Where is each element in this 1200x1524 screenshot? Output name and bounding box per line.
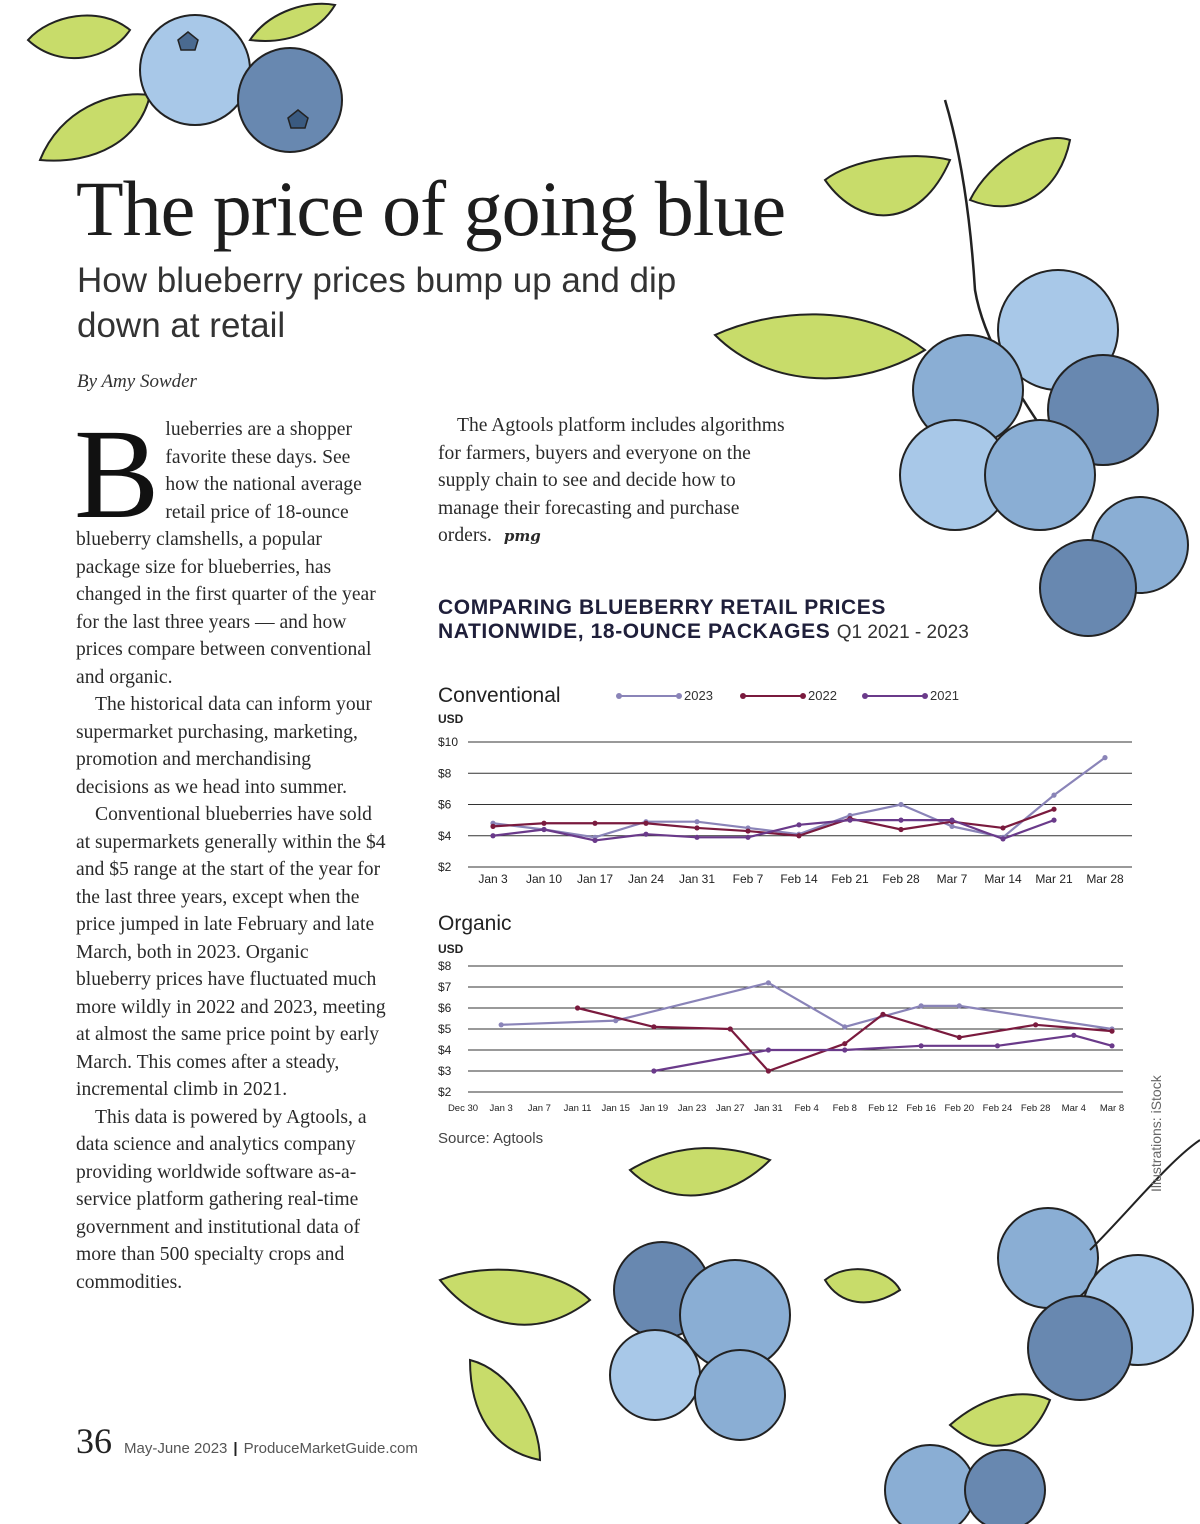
data-point-2021 xyxy=(651,1068,656,1073)
data-point-2022 xyxy=(745,828,750,833)
data-point-2021 xyxy=(842,1047,847,1052)
legend-swatch-2021 xyxy=(864,695,926,697)
data-point-2022 xyxy=(842,1041,847,1046)
x-tick-label: Jan 15 xyxy=(601,1103,630,1114)
y-tick-label: $4 xyxy=(438,1043,452,1057)
legend-swatch-2023 xyxy=(618,695,680,697)
x-tick-label: Mar 4 xyxy=(1061,1103,1086,1114)
data-point-2021 xyxy=(643,832,648,837)
x-tick-label: Jan 17 xyxy=(576,872,614,886)
data-point-2021 xyxy=(898,818,903,823)
x-tick-label: Jan 19 xyxy=(639,1103,669,1114)
x-tick-label: Jan 23 xyxy=(677,1103,707,1114)
data-point-2023 xyxy=(919,1003,924,1008)
body-paragraph: Conventional blueberries have sold at supermarkets generally within the $4 and $5 range at the start of the year for the last three years, except when the price jumped in late February and late March, both in 2023. Organic blueberry prices have fluctuated much more wildly in 2022 and 2023, meeting at almost the same price point by early March. This comes after a steady, incremental climb in 2021. xyxy=(76,804,386,1100)
data-point-2023 xyxy=(957,1003,962,1008)
legend-swatch-2022 xyxy=(742,695,804,697)
x-tick-label: Jan 7 xyxy=(527,1103,551,1114)
conventional-chart-title: Conventional xyxy=(438,684,561,707)
x-tick-label: Feb 8 xyxy=(832,1103,857,1114)
data-point-2021 xyxy=(694,835,699,840)
data-point-2023 xyxy=(898,802,903,807)
footer-divider: | xyxy=(233,1440,238,1457)
chart-heading xyxy=(438,596,1058,645)
end-mark: pmg xyxy=(503,527,541,545)
y-axis-unit-label: USD xyxy=(438,712,464,726)
article-subtitle: How blueberry prices bump up and dip down at retail xyxy=(77,261,677,345)
data-point-2021 xyxy=(490,833,495,838)
data-point-2023 xyxy=(842,1024,847,1029)
x-tick-label: Feb 4 xyxy=(794,1103,819,1114)
x-tick-label: Jan 10 xyxy=(525,872,563,886)
chart-date-range: Q1 2021 - 2023 xyxy=(836,622,969,643)
x-tick-label: Mar 28 xyxy=(1086,872,1124,886)
x-tick-label: Feb 24 xyxy=(982,1103,1013,1114)
data-point-2023 xyxy=(949,824,954,829)
data-point-2022 xyxy=(643,821,648,826)
legend-label-2023: 2023 xyxy=(684,688,713,703)
y-tick-label: $6 xyxy=(438,797,452,812)
data-point-2021 xyxy=(1109,1043,1114,1048)
y-tick-label: $10 xyxy=(438,735,459,749)
blueberry-illustration-bottom xyxy=(430,1130,1200,1524)
data-point-2022 xyxy=(796,833,801,838)
data-point-2022 xyxy=(880,1012,885,1017)
x-tick-label: Feb 21 xyxy=(831,872,869,886)
x-tick-label: Feb 16 xyxy=(906,1103,936,1114)
legend-item-2022 xyxy=(742,688,837,703)
issue-date: May-June 2023 xyxy=(124,1440,228,1457)
x-tick-label: Jan 31 xyxy=(754,1103,783,1114)
data-point-2022 xyxy=(490,824,495,829)
x-tick-label: Jan 27 xyxy=(715,1103,745,1114)
data-point-2022 xyxy=(1109,1029,1114,1034)
body-paragraph xyxy=(438,412,790,551)
x-tick-label: Jan 11 xyxy=(563,1103,592,1114)
data-point-2022 xyxy=(898,827,903,832)
data-point-2023 xyxy=(766,980,771,985)
data-point-2023 xyxy=(1051,793,1056,798)
data-point-2022 xyxy=(651,1024,656,1029)
x-tick-label: Mar 21 xyxy=(1035,872,1073,886)
y-tick-label: $2 xyxy=(438,1085,452,1099)
conventional-price-chart xyxy=(430,708,1150,893)
illustration-credit: Illustrations: iStock xyxy=(1148,1075,1164,1192)
x-tick-label: Feb 7 xyxy=(732,872,764,886)
data-point-2021 xyxy=(541,827,546,832)
y-tick-label: $5 xyxy=(438,1022,452,1036)
data-point-2021 xyxy=(796,822,801,827)
data-point-2022 xyxy=(694,825,699,830)
x-tick-label: Mar 14 xyxy=(984,872,1022,886)
x-tick-label: Jan 3 xyxy=(478,872,508,886)
body-paragraph xyxy=(74,403,388,691)
chart-heading-line-2-text: NATIONWIDE, 18-OUNCE PACKAGES xyxy=(438,620,831,643)
paragraph-text: lueberries are a shopper favorite these days. See how the national average retail price of 18-ounce blueberry clamshells, a popular package size for blueberries, has changed in the first quarter of the year for the last three years — and how prices compare between conventional and organic. xyxy=(76,419,376,688)
x-tick-label: Feb 28 xyxy=(882,872,920,886)
y-tick-label: $8 xyxy=(438,959,452,973)
paragraph-text: The Agtools platform includes algorithms for farmers, buyers and everyone on the supply chain to see and decide how to manage their forecasting and purchase orders. xyxy=(438,415,785,546)
data-point-2022 xyxy=(728,1026,733,1031)
data-point-2021 xyxy=(919,1043,924,1048)
legend-label-2022: 2022 xyxy=(808,688,837,703)
site-name: ProduceMarketGuide.com xyxy=(243,1440,418,1457)
x-tick-label: Mar 8 xyxy=(1099,1103,1125,1114)
article-title: The price of going blue xyxy=(76,165,786,252)
x-tick-label: Jan 24 xyxy=(627,872,665,886)
data-point-2023 xyxy=(1102,755,1107,760)
y-tick-label: $7 xyxy=(438,980,452,994)
blueberry-illustration-top-left xyxy=(0,0,340,180)
data-point-2022 xyxy=(592,821,597,826)
legend-item-2021 xyxy=(864,688,959,703)
data-point-2023 xyxy=(694,819,699,824)
data-point-2022 xyxy=(766,1068,771,1073)
x-tick-label: Jan 31 xyxy=(678,872,716,886)
data-point-2021 xyxy=(592,838,597,843)
data-point-2021 xyxy=(1000,836,1005,841)
chart-source: Source: Agtools xyxy=(438,1130,544,1147)
data-point-2021 xyxy=(766,1047,771,1052)
data-point-2021 xyxy=(1051,818,1056,823)
body-paragraph: This data is powered by Agtools, a data science and analytics company providing worldwide software as-a-service platform gathering real-time government and institutional data of more than 500 specialty crops and commodities. xyxy=(76,1106,367,1293)
data-point-2021 xyxy=(1071,1033,1076,1038)
y-tick-label: $4 xyxy=(438,828,452,843)
organic-price-chart xyxy=(430,940,1140,1118)
series-line-2021 xyxy=(654,1035,1112,1071)
data-point-2022 xyxy=(1051,807,1056,812)
chart-heading-line-1: COMPARING BLUEBERRY RETAIL PRICES xyxy=(438,596,887,619)
data-point-2021 xyxy=(995,1043,1000,1048)
data-point-2022 xyxy=(1000,825,1005,830)
data-point-2021 xyxy=(847,818,852,823)
legend-label-2021: 2021 xyxy=(930,688,959,703)
x-tick-label: Mar 7 xyxy=(936,872,968,886)
data-point-2023 xyxy=(499,1022,504,1027)
body-paragraph: The historical data can inform your supermarket purchasing, marketing, promotion and merchandising decisions as we head into summer. xyxy=(76,694,372,798)
data-point-2021 xyxy=(949,818,954,823)
page-number: 36 xyxy=(76,1421,112,1461)
body-column-2 xyxy=(438,412,790,551)
x-tick-label: Jan 3 xyxy=(489,1103,513,1114)
byline: By Amy Sowder xyxy=(77,371,197,392)
x-tick-label: Feb 20 xyxy=(944,1103,975,1114)
x-tick-label: Feb 14 xyxy=(780,872,818,886)
data-point-2021 xyxy=(745,835,750,840)
y-tick-label: $3 xyxy=(438,1064,452,1078)
y-axis-unit-label: USD xyxy=(438,942,464,956)
organic-chart-title: Organic xyxy=(438,912,512,935)
chart-heading-line-2 xyxy=(438,620,1058,645)
data-point-2022 xyxy=(541,821,546,826)
drop-cap: B xyxy=(74,403,160,545)
data-point-2022 xyxy=(957,1035,962,1040)
data-point-2022 xyxy=(1033,1022,1038,1027)
page-footer xyxy=(76,1420,418,1462)
x-tick-label: Feb 12 xyxy=(868,1103,898,1114)
x-tick-label: Feb 28 xyxy=(1020,1103,1051,1114)
body-column-1 xyxy=(74,403,388,1296)
y-tick-label: $6 xyxy=(438,1001,452,1015)
y-tick-label: $2 xyxy=(438,860,452,874)
x-tick-label: Dec 30 xyxy=(447,1103,479,1114)
data-point-2022 xyxy=(575,1005,580,1010)
series-line-2023 xyxy=(501,983,1112,1029)
legend-item-2023 xyxy=(618,688,713,703)
y-tick-label: $8 xyxy=(438,766,452,781)
